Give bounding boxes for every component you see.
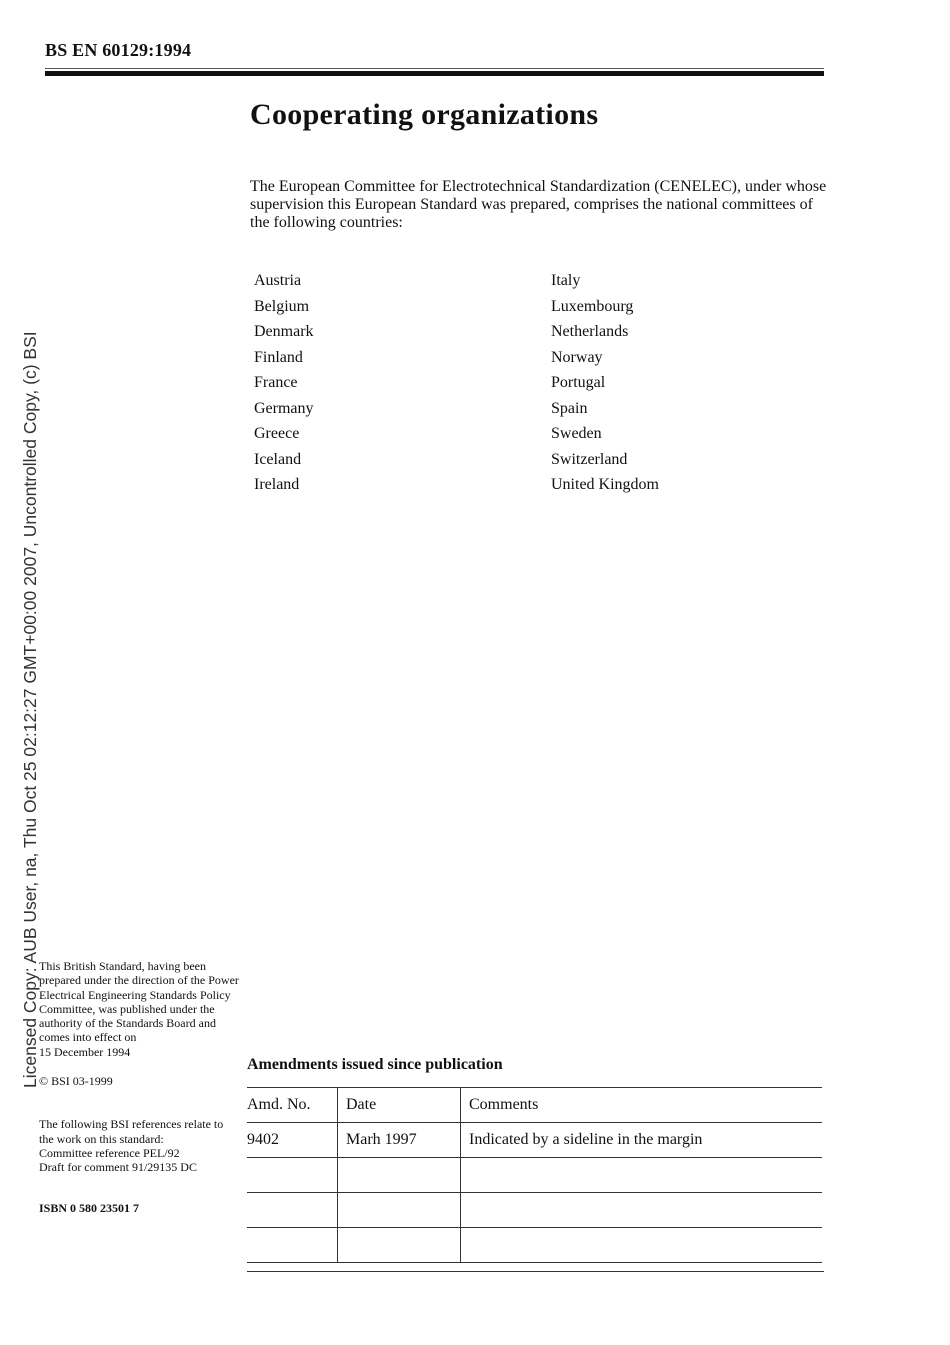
- isbn: ISBN 0 580 23501 7: [39, 1200, 140, 1215]
- country-item: Greece: [254, 425, 300, 442]
- table-cell: [247, 1228, 338, 1263]
- country-list-left: [254, 268, 314, 498]
- country-item: Germany: [254, 399, 314, 417]
- table-row: [247, 1228, 822, 1263]
- country-item: France: [254, 374, 298, 391]
- table-cell: [461, 1158, 823, 1193]
- country-item: Italy: [551, 272, 581, 289]
- column-header: Comments: [461, 1088, 823, 1123]
- publication-note-text: This British Standard, having been prepared under the direction of the Power Electrical Engineering Standards Policy Committee, was published under the authority of the Standards Board and comes into effect on: [39, 959, 239, 1045]
- country-item: Ireland: [254, 476, 300, 493]
- table-cell: [338, 1158, 461, 1193]
- copyright-notice: © BSI 03-1999: [39, 1074, 113, 1089]
- country-item: Austria: [254, 272, 302, 289]
- table-cell: [461, 1228, 823, 1263]
- country-item: Luxembourg: [551, 297, 634, 315]
- references-intro: The following BSI references relate to the work on this standard:: [39, 1117, 224, 1146]
- amendments-heading: Amendments issued since publication: [247, 1056, 503, 1073]
- references-note: [39, 1117, 239, 1174]
- table-cell: Indicated by a sideline in the margin: [461, 1123, 823, 1158]
- table-cell: [338, 1193, 461, 1228]
- country-item: Portugal: [551, 374, 606, 391]
- country-item: Switzerland: [551, 450, 628, 468]
- column-header: Amd. No.: [247, 1088, 338, 1123]
- page-title: Cooperating organizations: [250, 98, 599, 131]
- committee-reference: Committee reference PEL/92: [39, 1145, 180, 1160]
- table-cell: Marh 1997: [338, 1123, 461, 1158]
- license-watermark: Licensed Copy: AUB User, na, Thu Oct 25 02:12:27 GMT+00:00 2007, Uncontrolled Copy, (c) BSI: [20, 331, 40, 1088]
- header-rule-thick: [45, 71, 824, 76]
- amendments-table: [247, 1087, 822, 1263]
- table-row: [247, 1193, 822, 1228]
- country-item: Netherlands: [551, 323, 629, 340]
- footer-rule: [247, 1271, 824, 1272]
- table-row: [247, 1158, 822, 1193]
- publication-note: [39, 959, 239, 1059]
- country-item: Spain: [551, 399, 588, 417]
- country-item: Iceland: [254, 450, 302, 468]
- table-cell: [247, 1158, 338, 1193]
- table-header-row: [247, 1088, 822, 1123]
- effective-date: 15 December 1994: [39, 1044, 131, 1059]
- column-header: Date: [338, 1088, 461, 1123]
- publication-sidebar: [39, 959, 239, 1215]
- table-cell: [338, 1228, 461, 1263]
- country-list-right: [551, 268, 659, 498]
- table-row: [247, 1123, 822, 1158]
- country-item: United Kingdom: [551, 476, 659, 493]
- table-cell: [247, 1193, 338, 1228]
- country-item: Norway: [551, 348, 603, 366]
- draft-reference: Draft for comment 91/29135 DC: [39, 1160, 197, 1175]
- country-item: Finland: [254, 348, 303, 366]
- document-code: BS EN 60129:1994: [45, 40, 192, 60]
- table-cell: 9402: [247, 1123, 338, 1158]
- country-item: Denmark: [254, 323, 314, 340]
- header-rule-thin: [45, 68, 824, 69]
- table-cell: [461, 1193, 823, 1228]
- intro-paragraph: The European Committee for Electrotechnical Standardization (CENELEC), under whose supervision this European Standard was prepared, comprises the national committees of the following countries:: [250, 178, 827, 231]
- country-item: Belgium: [254, 297, 310, 315]
- country-item: Sweden: [551, 425, 602, 442]
